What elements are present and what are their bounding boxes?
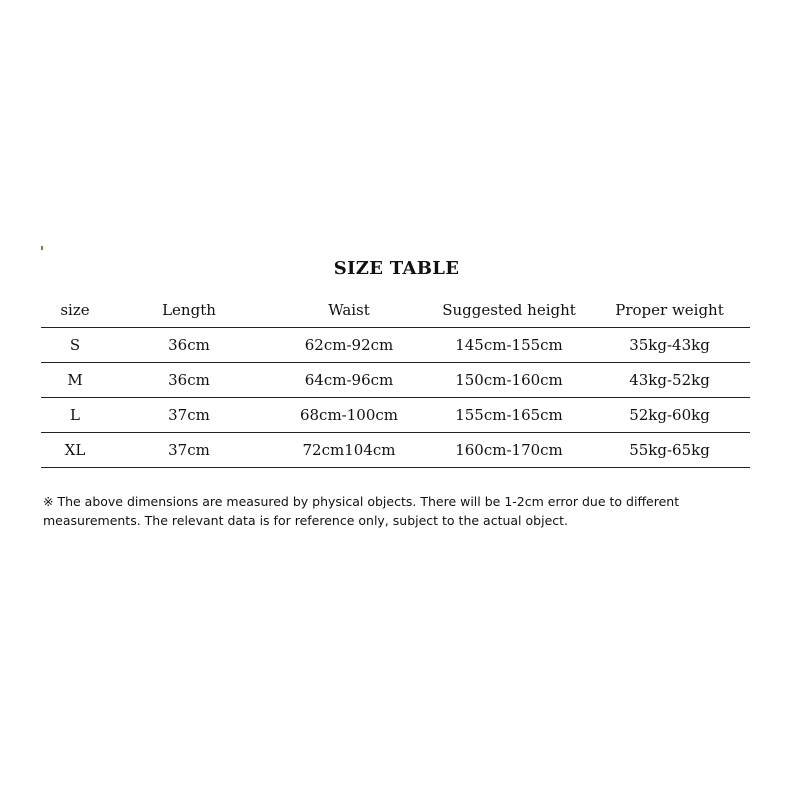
- header-size: size: [41, 293, 109, 327]
- cell-suggested-height: 160cm-170cm: [429, 432, 589, 467]
- page-title: SIZE TABLE: [333, 258, 460, 279]
- cell-proper-weight: 55kg-65kg: [589, 432, 750, 467]
- header-length: Length: [109, 293, 269, 327]
- header-proper-weight: Proper weight: [589, 293, 750, 327]
- cell-proper-weight: 35kg-43kg: [589, 327, 750, 362]
- cell-length: 36cm: [109, 362, 269, 397]
- cell-size: M: [41, 362, 109, 397]
- cell-proper-weight: 43kg-52kg: [589, 362, 750, 397]
- cell-suggested-height: 155cm-165cm: [429, 397, 589, 432]
- header-waist: Waist: [269, 293, 429, 327]
- cell-suggested-height: 145cm-155cm: [429, 327, 589, 362]
- table-row: [41, 397, 750, 432]
- header-suggested-height: Suggested height: [429, 293, 589, 327]
- table-row: [41, 327, 750, 362]
- cell-length: 36cm: [109, 327, 269, 362]
- table-row: [41, 362, 750, 397]
- note-line-2: measurements. The relevant data is for reference only, subject to the actual object.: [43, 513, 568, 528]
- cell-size: S: [41, 327, 109, 362]
- note-line-1: ※ The above dimensions are measured by physical objects. There will be 1-2cm error due to different: [43, 494, 680, 509]
- cell-waist: 64cm-96cm: [269, 362, 429, 397]
- table-row: [41, 432, 750, 467]
- cell-waist: 68cm-100cm: [269, 397, 429, 432]
- cell-waist: 72cm104cm: [269, 432, 429, 467]
- cell-length: 37cm: [109, 432, 269, 467]
- cell-length: 37cm: [109, 397, 269, 432]
- table-header-row: [41, 293, 750, 327]
- cell-size: L: [41, 397, 109, 432]
- cell-waist: 62cm-92cm: [269, 327, 429, 362]
- cell-suggested-height: 150cm-160cm: [429, 362, 589, 397]
- cell-proper-weight: 52kg-60kg: [589, 397, 750, 432]
- cell-size: XL: [41, 432, 109, 467]
- measurement-note: [43, 492, 763, 530]
- decorative-tick-mark: [41, 246, 43, 250]
- size-table: [41, 293, 750, 468]
